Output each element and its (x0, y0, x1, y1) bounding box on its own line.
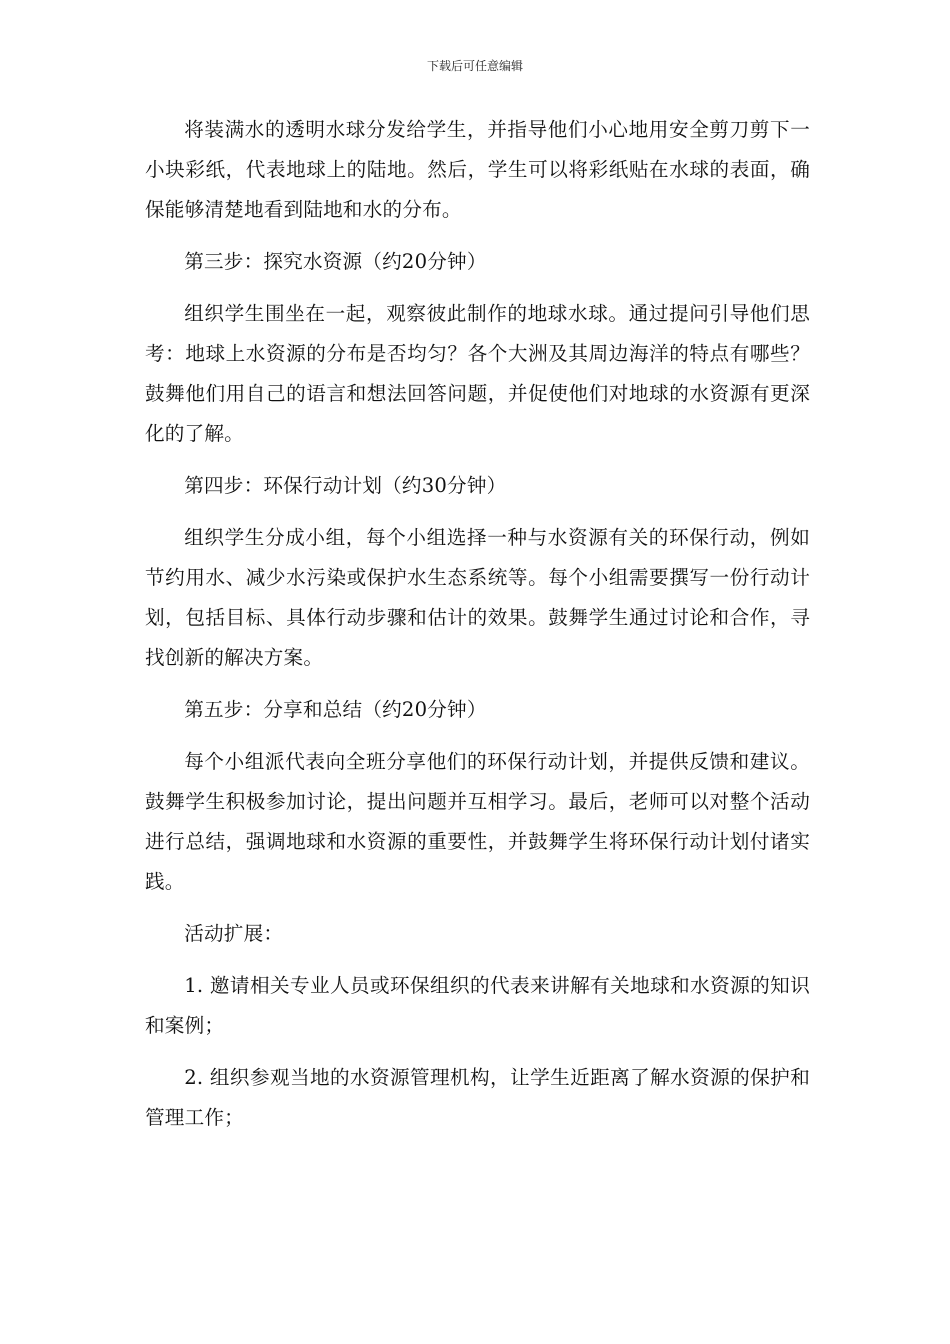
page-header: 下载后可任意编辑 (426, 59, 523, 73)
list-item-extension-1: 1. 邀请相关专业人员或环保组织的代表来讲解有关地球和水资源的知识和案例； (145, 974, 810, 1037)
list-item-extension-2: 2. 组织参观当地的水资源管理机构，让学生近距离了解水资源的保护和管理工作； (145, 1066, 810, 1129)
heading-activity-extension: 活动扩展： (184, 922, 284, 945)
heading-step-four: 第四步：环保行动计划（约30分钟） (184, 474, 507, 497)
heading-step-three: 第三步：探究水资源（约20分钟） (184, 250, 487, 273)
paragraph-step-four: 组织学生分成小组，每个小组选择一种与水资源有关的环保行动，例如节约用水、减少水污染或保护水生态系统等。每个小组需要撰写一份行动计划，包括目标、具体行动步骤和估计的效果。鼓舞学生通过讨论和合作，寻找创新的解决方案。 (145, 526, 810, 669)
document-body (145, 110, 810, 1150)
heading-step-five: 第五步：分享和总结（约20分钟） (184, 698, 487, 721)
paragraph-intro: 将装满水的透明水球分发给学生，并指导他们小心地用安全剪刀剪下一小块彩纸，代表地球上的陆地。然后，学生可以将彩纸贴在水球的表面，确保能够清楚地看到陆地和水的分布。 (145, 118, 810, 221)
paragraph-step-five: 每个小组派代表向全班分享他们的环保行动计划，并提供反馈和建议。鼓舞学生积极参加讨论，提出问题并互相学习。最后，老师可以对整个活动进行总结，强调地球和水资源的重要性，并鼓舞学生将环保行动计划付诸实践。 (145, 750, 810, 893)
paragraph-step-three: 组织学生围坐在一起，观察彼此制作的地球水球。通过提问引导他们思考：地球上水资源的分布是否均匀？各个大洲及其周边海洋的特点有哪些？鼓舞他们用自己的语言和想法回答问题，并促使他们对地球的水资源有更深化的了解。 (145, 302, 810, 445)
